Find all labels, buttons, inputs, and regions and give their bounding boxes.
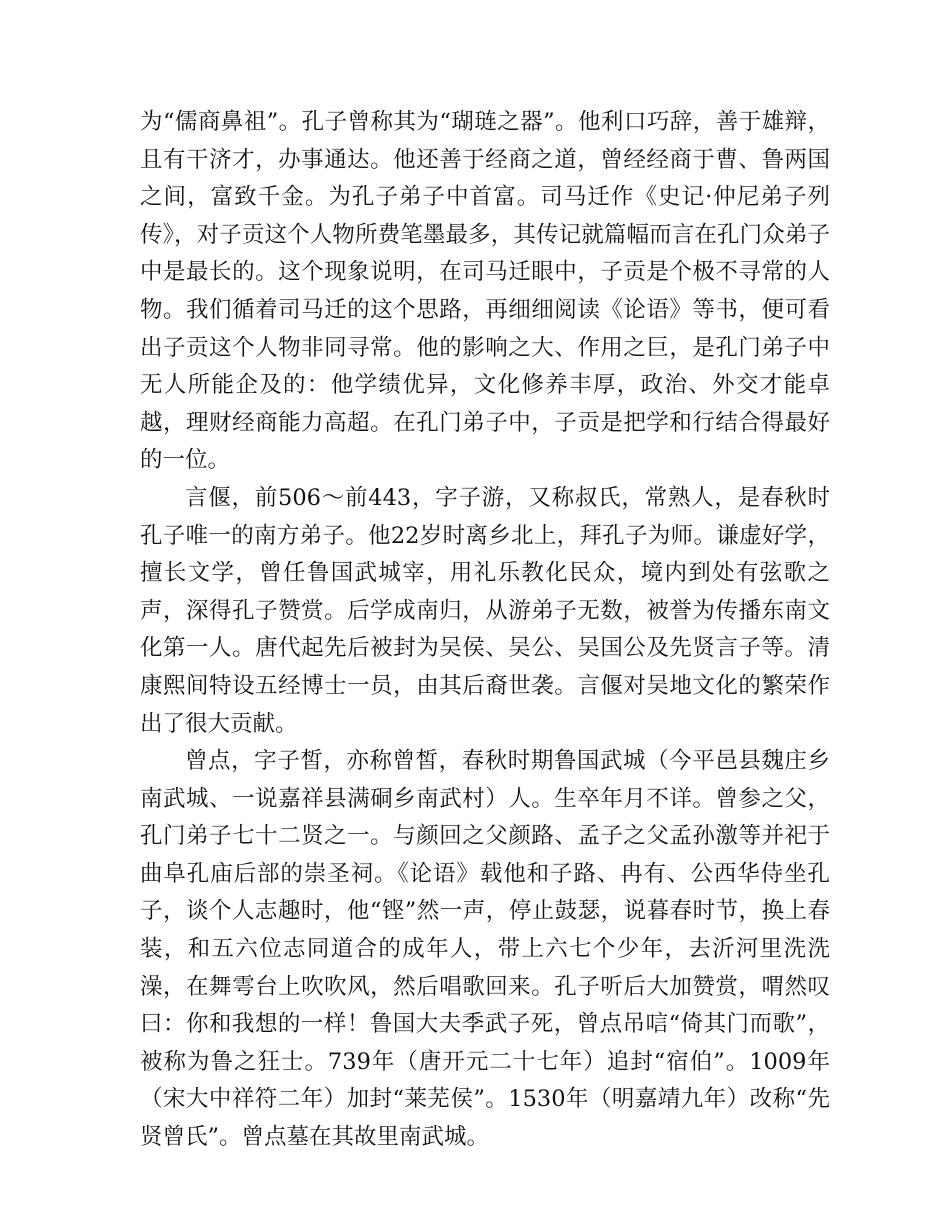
paragraph-zengdian: 曾点，字子皙，亦称曾皙，春秋时期鲁国武城（今平邑县魏庄乡南武城、一说嘉祥县满硐乡南武村）人。生卒年月不详。曾参之父，孔门弟子七十二贤之一。与颜回之父颜路、孟子之父孟孙激等并祀于曲阜孔庙后部的崇圣祠。《论语》载他和子路、冉有、公西华侍坐孔子，谈个人志趣时，他“铿”然一声，停止鼓瑟，说暮春时节，换上春装，和五六位志同道合的成年人，带上六七个少年，去沂河里洗洗澡，在舞雩台上吹吹风，然后唱歌回来。孔子听后大加赞赏，喟然叹曰：你和我想的一样！鲁国大夫季武子死，曾点吊唁“倚其门而歌”，被称为鲁之狂士。739年（唐开元二十七年）追封“宿伯”。1009年（宋大中祥符二年）加封“莱芜侯”。1530年（明嘉靖九年）改称“先贤曾氏”。曾点墓在其故里南武城。 xyxy=(140,748,830,1151)
body-text xyxy=(140,104,830,1157)
paragraph-zigong: 为“儒商鼻祖”。孔子曾称其为“瑚琏之器”。他利口巧辞，善于雄辩，且有干济才，办事通达。他还善于经商之道，曾经经商于曹、鲁两国之间，富致千金。为孔子弟子中首富。司马迁作《史记·仲尼弟子列传》，对子贡这个人物所费笔墨最多，其传记就篇幅而言在孔门众弟子中是最长的。这个现象说明，在司马迁眼中，子贡是个极不寻常的人物。我们循着司马迁的这个思路，再细细阅读《论语》等书，便可看出子贡这个人物非同寻常。他的影响之大、作用之巨，是孔门弟子中无人所能企及的：他学绩优异，文化修养丰厚，政治、外交才能卓越，理财经商能力高超。在孔门弟子中，子贡是把学和行结合得最好的一位。 xyxy=(140,109,830,474)
paragraph-yanyan: 言偃，前506～前443，字子游，又称叔氏，常熟人，是春秋时孔子唯一的南方弟子。他22岁时离乡北上，拜孔子为师。谦虚好学，擅长文学，曾任鲁国武城宰，用礼乐教化民众，境内到处有弦歌之声，深得孔子赞赏。后学成南归，从游弟子无数，被誉为传播东南文化第一人。唐代起先后被封为吴侯、吴公、吴国公及先贤言子等。清康熙间特设五经博士一员，由其后裔世袭。言偃对吴地文化的繁荣作出了很大贡献。 xyxy=(140,484,830,737)
